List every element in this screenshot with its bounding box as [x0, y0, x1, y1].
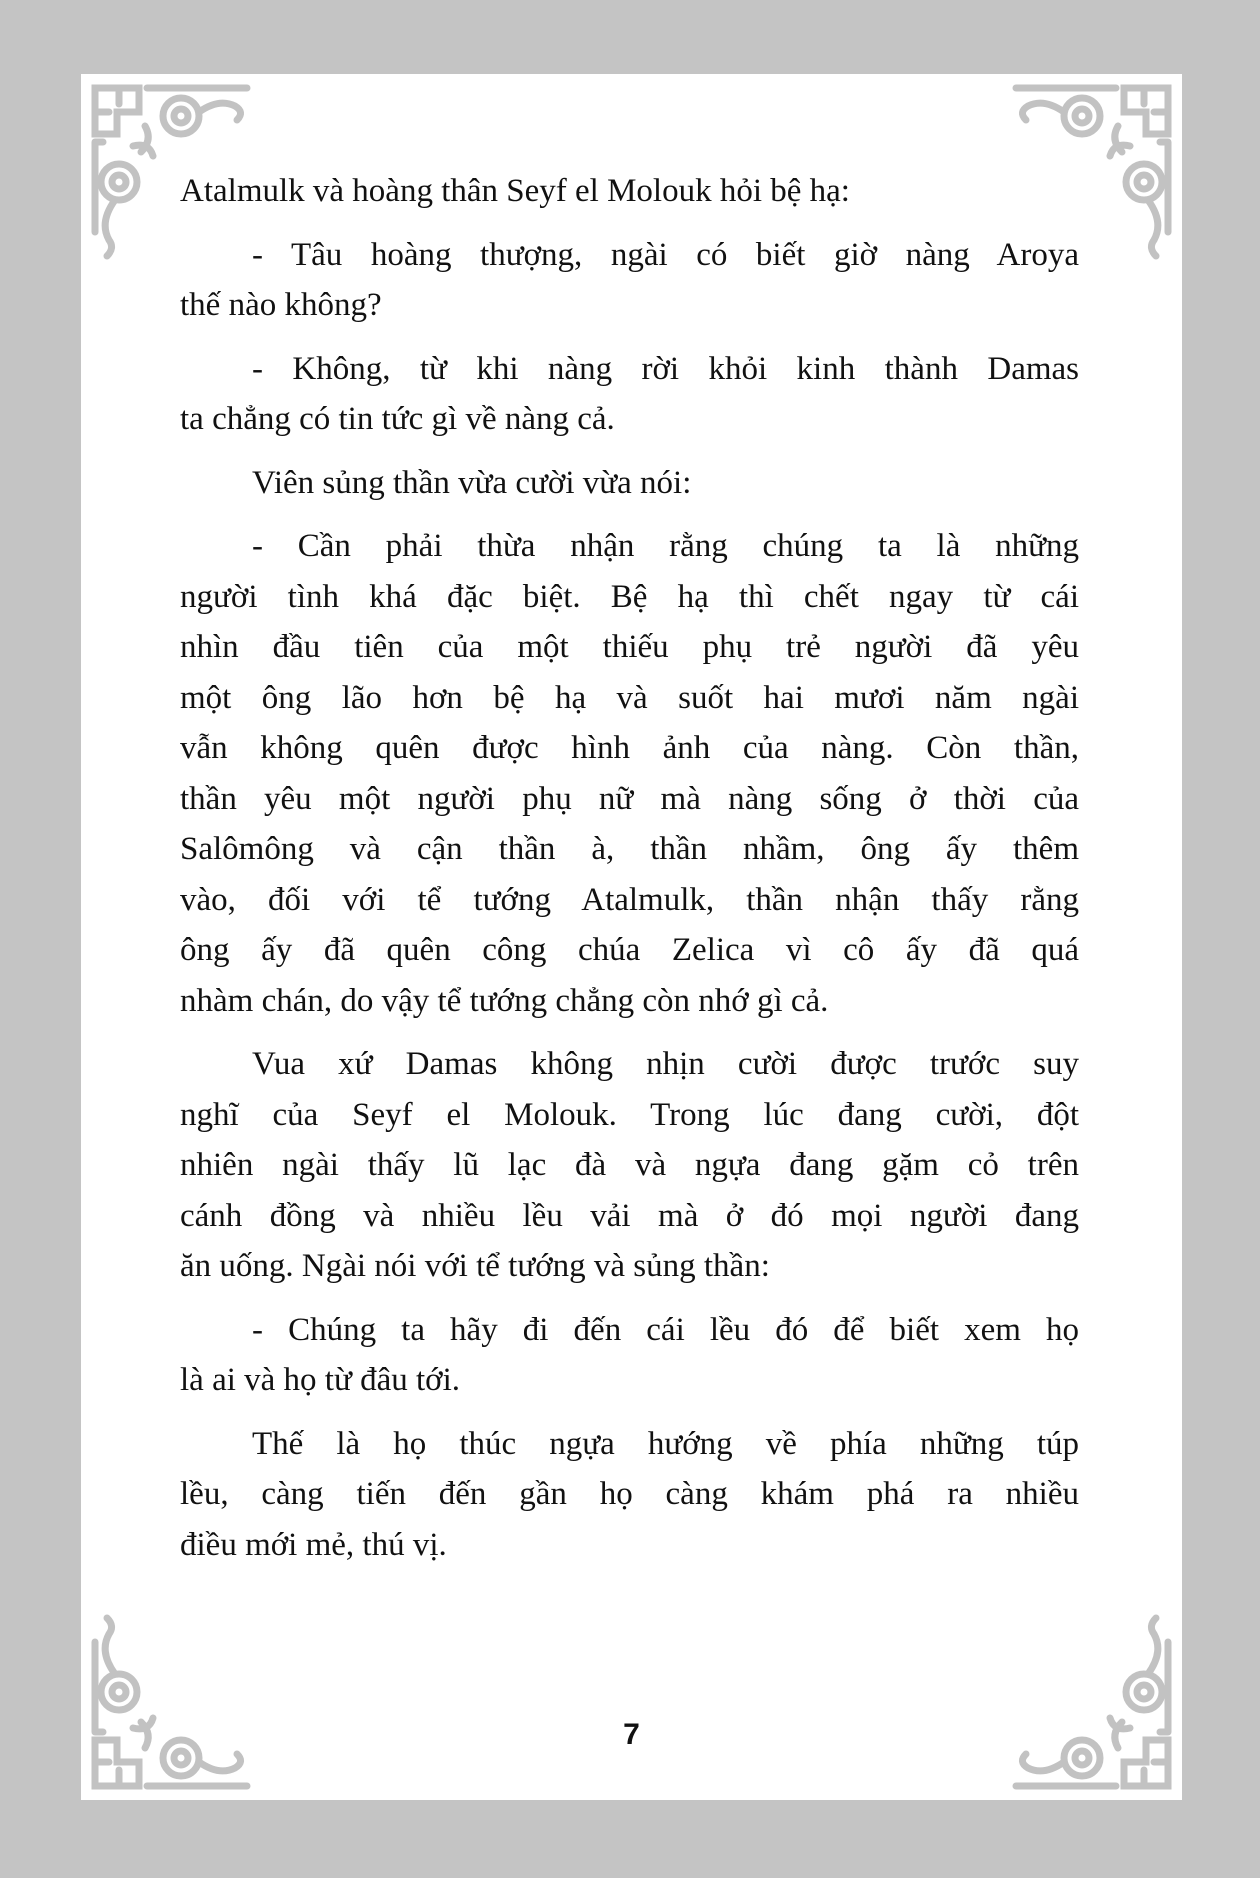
text-line: vào, đối với tể tướng Atalmulk, thần nhận thấy rằng [180, 881, 1079, 918]
paragraph [180, 1419, 1079, 1571]
text-line: nhiên ngài thấy lũ lạc đà và ngựa đang gặm cỏ trên [180, 1147, 1079, 1183]
text-line: nghĩ của Seyf el Molouk. Trong lúc đang cười, đột [180, 1096, 1079, 1133]
paragraph [180, 521, 1079, 1026]
text-line: Viên sủng thần vừa cười vừa nói: [252, 464, 692, 501]
text-line: nhàm chán, do vậy tể tướng chẳng còn nhớ gì cả. [180, 982, 829, 1019]
paragraph [180, 230, 1079, 331]
paragraph [180, 1305, 1079, 1406]
text-line: Thế là họ thúc ngựa hướng về phía những túp [252, 1425, 1079, 1462]
paragraph [180, 1039, 1079, 1292]
paragraph [180, 458, 1079, 509]
text-line: ăn uống. Ngài nói với tể tướng và sủng thần: [180, 1248, 770, 1284]
book-page [81, 74, 1182, 1800]
text-line: - Không, từ khi nàng rời khỏi kinh thành Damas [252, 350, 1079, 387]
text-line: - Chúng ta hãy đi đến cái lều đó để biết xem họ [252, 1311, 1079, 1348]
page-number: 7 [623, 1718, 640, 1751]
text-line: Atalmulk và hoàng thân Seyf el Molouk hỏi bệ hạ: [180, 173, 850, 209]
text-line: - Tâu hoàng thượng, ngài có biết giờ nàng Aroya [252, 236, 1079, 273]
text-line: vẫn không quên được hình ảnh của nàng. Còn thần, [180, 730, 1079, 766]
paragraph [180, 344, 1079, 445]
text-line: ông ấy đã quên công chúa Zelica vì cô ấy đã quá [180, 932, 1079, 968]
text-line: một ông lão hơn bệ hạ và suốt hai mươi năm ngài [180, 679, 1079, 716]
text-line: là ai và họ từ đâu tới. [180, 1362, 461, 1398]
text-line: điều mới mẻ, thú vị. [180, 1526, 447, 1563]
corner-ornament-icon [974, 1602, 1174, 1792]
text-line: Vua xứ Damas không nhịn cười được trước suy [252, 1046, 1079, 1082]
corner-ornament-icon [89, 1602, 289, 1792]
text-line: người tình khá đặc biệt. Bệ hạ thì chết ngay từ cái [180, 578, 1079, 615]
text-line: ta chẳng có tin tức gì về nàng cả. [180, 401, 615, 437]
text-line: thần yêu một người phụ nữ mà nàng sống ở thời của [180, 780, 1079, 817]
paragraph [180, 166, 1079, 217]
text-line: lều, càng tiến đến gần họ càng khám phá ra nhiều [180, 1476, 1079, 1512]
body-text [180, 166, 1079, 1583]
text-line: Salômông và cận thần à, thần nhầm, ông ấy thêm [180, 831, 1079, 867]
text-line: thế nào không? [180, 287, 382, 323]
text-line: cánh đồng và nhiều lều vải mà ở đó mọi người đang [180, 1197, 1079, 1234]
text-line: nhìn đầu tiên của một thiếu phụ trẻ người đã yêu [180, 629, 1079, 665]
text-line: - Cần phải thừa nhận rằng chúng ta là những [252, 528, 1079, 564]
